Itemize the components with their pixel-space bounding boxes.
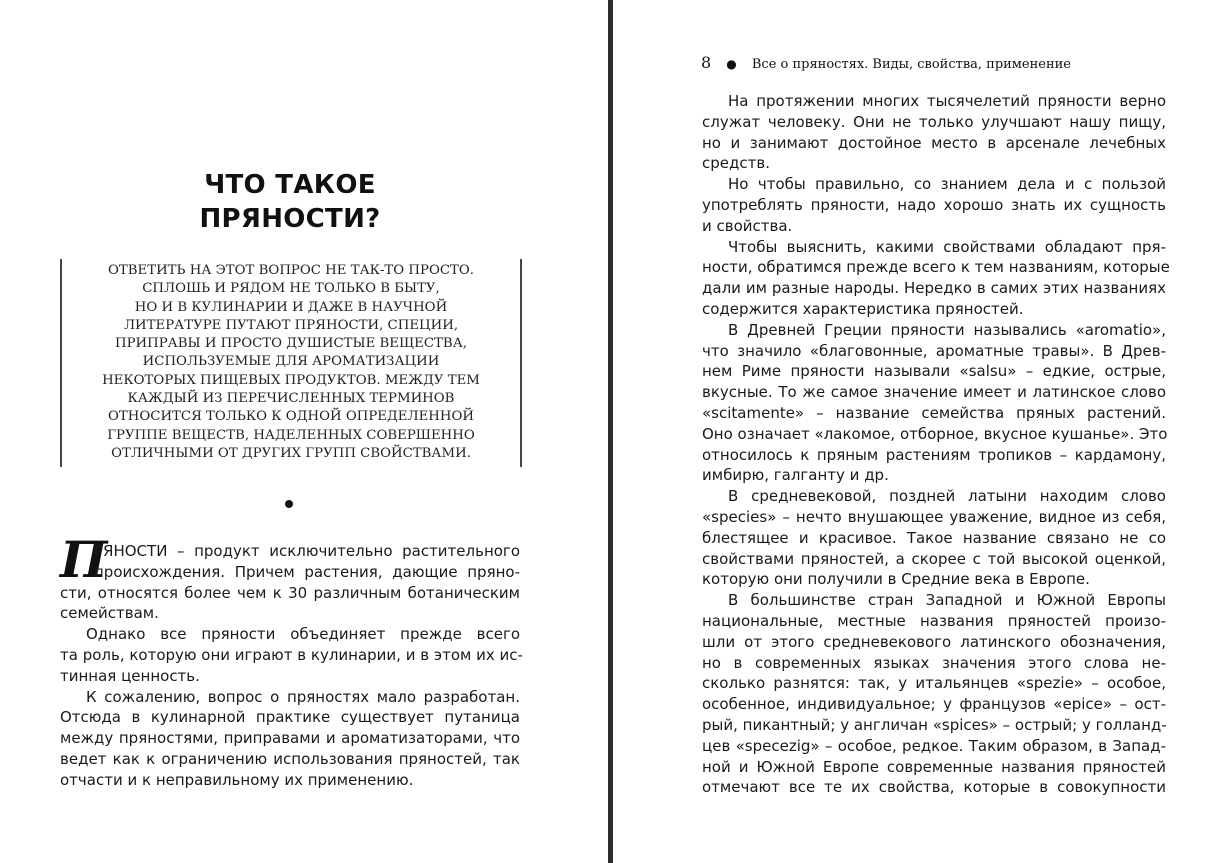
text-line: РЯНОСТИ – продукт исключительно растительного bbox=[94, 542, 520, 560]
text-line: средств. bbox=[702, 154, 770, 173]
text-line: В средневековой, поздней латыни находим слово bbox=[728, 487, 1166, 506]
text-line: сти, относятся более чем к 30 различным ботаническим bbox=[60, 583, 520, 602]
lead-line: ИСПОЛЬЗУЕМЫЕ ДЛЯ АРОМАТИЗАЦИИ bbox=[142, 354, 440, 370]
lead-line: ОТНОСИТСЯ ТОЛЬКО К ОДНОЙ ОПРЕДЕЛЕННОЙ bbox=[108, 409, 474, 425]
text-line: отчасти и к неправильному их применению. bbox=[60, 770, 414, 789]
lead-line: НО И В КУЛИНАРИИ И ДАЖЕ В НАУЧНОЙ bbox=[134, 299, 448, 315]
text-line: и свойства. bbox=[702, 216, 793, 235]
text-line: Однако все пряности объединяет прежде всего bbox=[86, 625, 520, 644]
lead-line: ПРИПРАВЫ И ПРОСТО ДУШИСТЫЕ ВЕЩЕСТВА, bbox=[115, 336, 467, 352]
text-line: вкусные. То же самое значение имеет и латинское слово bbox=[702, 383, 1166, 402]
text-line: ности, обратимся прежде всего к тем названиям, которые bbox=[702, 258, 1170, 277]
text-line: но и занимают достойное место в арсенале лечебных bbox=[702, 133, 1166, 152]
text-line: Оно означает «лакомое, отборное, вкусное кушанье». Это bbox=[702, 424, 1168, 443]
left-body-text bbox=[60, 541, 523, 791]
text-line: употреблять пряности, надо хорошо знать их сущность bbox=[702, 195, 1166, 214]
text-line: На протяжении многих тысячелетий пряности верно bbox=[728, 92, 1166, 110]
page-number: 8 bbox=[701, 53, 712, 72]
separator-dot bbox=[285, 500, 293, 508]
text-line: ной и Южной Европе современные названия пряностей bbox=[702, 757, 1166, 776]
text-line: содержится характеристика пряностей. bbox=[702, 299, 1024, 318]
text-line: «scitamente» – название семейства пряных растений. bbox=[702, 403, 1166, 422]
text-line: дали им разные народы. Нередко в самих этих названиях bbox=[702, 279, 1166, 298]
text-line: Отсюда в кулинарной практике существует путаница bbox=[60, 708, 520, 727]
text-line: сколько разнятся: так, у итальянцев «spezie» – особое, bbox=[702, 674, 1166, 693]
text-line: цев «specezig» – особое, редкое. Таким образом, в Запад- bbox=[702, 736, 1166, 755]
lead-line: НЕКОТОРЫХ ПИЩЕВЫХ ПРОДУКТОВ. МЕЖДУ ТЕМ bbox=[102, 372, 480, 388]
lead-line: ОТВЕТИТЬ НА ЭТОТ ВОПРОС НЕ ТАК-ТО ПРОСТО. bbox=[107, 263, 475, 278]
text-line: отмечают все те их свойства, которые в совокупности bbox=[702, 778, 1166, 797]
text-line: В большинстве стран Западной и Южной Европы bbox=[728, 591, 1166, 610]
text-line: Но чтобы правильно, со знанием дела и с пользой bbox=[728, 175, 1166, 194]
lead-line: ГРУППЕ ВЕЩЕСТВ, НАДЕЛЕННЫХ СОВЕРШЕННО bbox=[107, 427, 475, 443]
chapter-title-line: ПРЯНОСТИ? bbox=[199, 204, 381, 234]
lead-block bbox=[60, 259, 522, 467]
chapter-title bbox=[60, 168, 520, 236]
text-line: нем Риме пряности называли «salsu» – едкие, острые, bbox=[702, 362, 1166, 381]
text-line: рый, пикантный; у англичан «spices» – острый; у голланд- bbox=[702, 715, 1167, 734]
text-line: К сожалению, вопрос о пряностях мало разработан. bbox=[86, 687, 520, 706]
text-line: свойствами пряностей, а скорее с той высокой оценкой, bbox=[702, 549, 1166, 568]
text-line: служат человеку. Они не только улучшают нашу пищу, bbox=[702, 112, 1166, 131]
lead-text bbox=[62, 262, 520, 463]
text-line: происхождения. Причем растения, дающие пряно- bbox=[94, 562, 520, 581]
lead-line: ОТЛИЧНЫМИ ОТ ДРУГИХ ГРУПП СВОЙСТВАМИ. bbox=[111, 445, 471, 461]
running-head bbox=[701, 53, 1071, 72]
text-line: национальные, местные названия пряностей произо- bbox=[702, 611, 1166, 630]
text-line: ведет как к ограничению использования пряностей, так bbox=[60, 749, 520, 768]
text-line: та роль, которую они играют в кулинарии, и в этом их ис- bbox=[60, 645, 523, 664]
lead-line: КАЖДЫЙ ИЗ ПЕРЕЧИСЛЕННЫХ ТЕРМИНОВ bbox=[127, 391, 455, 407]
text-line: Чтобы выяснить, какими свойствами обладают пря- bbox=[728, 237, 1166, 256]
chapter-title-line: ЧТО ТАКОЕ bbox=[204, 170, 376, 200]
text-line: шли от этого средневекового латинского обозначения, bbox=[702, 632, 1166, 651]
lead-line: ЛИТЕРАТУРЕ ПУТАЮТ ПРЯНОСТИ, СПЕЦИИ, bbox=[123, 317, 459, 333]
text-line: между пряностями, приправами и ароматизаторами, что bbox=[60, 729, 520, 748]
text-line: которую они получили в Средние века в Европе. bbox=[702, 570, 1090, 589]
text-line: тинная ценность. bbox=[60, 666, 200, 685]
text-line: особенное, индивидуальное; у французов «epice» – ост- bbox=[702, 695, 1166, 714]
text-line: семействам. bbox=[60, 604, 159, 623]
text-line: но в современных языках значения этого слова не- bbox=[702, 653, 1166, 672]
text-line: относилось к пряным растениям тропиков – кардамону, bbox=[702, 445, 1166, 464]
drop-cap: П bbox=[60, 530, 108, 589]
lead-line: СПЛОШЬ И РЯДОМ НЕ ТОЛЬКО В БЫТУ, bbox=[142, 281, 440, 297]
running-head-title: Все о пряностях. Виды, свойства, применение bbox=[751, 57, 1071, 72]
bullet-icon: ● bbox=[726, 57, 737, 71]
text-line: «species» – нечто внушающее уважение, видное из себя, bbox=[702, 507, 1166, 526]
text-line: блестящее и красивое. Такое название связано не со bbox=[702, 528, 1166, 547]
right-body-text bbox=[702, 91, 1170, 798]
text-line: В Древней Греции пряности назывались «aromatio», bbox=[728, 320, 1166, 339]
text-line: что значило «благовонные, ароматные травы». В Древ- bbox=[702, 341, 1166, 360]
text-line: имбирю, галганту и др. bbox=[702, 466, 889, 485]
